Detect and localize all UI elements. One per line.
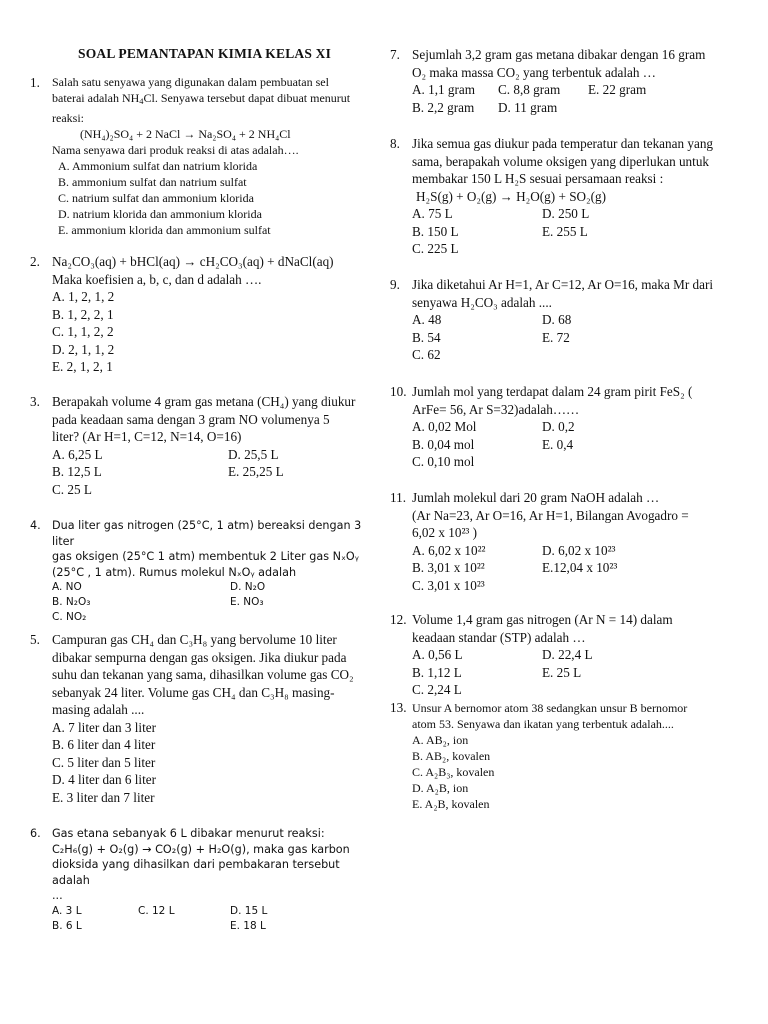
question-text: Unsur A bernomor atom 38 sedangkan unsur B bernomor <box>412 701 688 715</box>
option-e[interactable]: E. ammonium klorida dan ammonium sulfat <box>58 223 271 237</box>
question-number: 6. <box>30 827 41 840</box>
option-e[interactable]: E. NO₃ <box>230 596 264 608</box>
question-text: liter? (Ar H=1, C=12, N=14, O=16) <box>52 429 242 444</box>
option-b[interactable]: B. 54 <box>412 329 441 345</box>
option-c[interactable]: C. 2,24 L <box>412 682 462 697</box>
option-d[interactable]: D. 68 <box>542 312 572 327</box>
question-text: Jumlah mol yang terdapat dalam 24 gram pirit FeS₂ ( <box>412 384 693 399</box>
question-text: Jumlah molekul dari 20 gram NaOH adalah … <box>412 490 660 505</box>
option-b[interactable]: B. 1,12 L <box>412 664 462 680</box>
option-b[interactable]: B. AB₂, kovalen <box>412 749 491 763</box>
option-c[interactable]: C. 8,8 gram <box>498 82 561 97</box>
option-e[interactable]: E. 22 gram <box>588 82 647 97</box>
question-number: 2. <box>30 254 40 269</box>
option-b[interactable]: B. 150 L <box>412 223 459 239</box>
option-a[interactable]: A. 3 L <box>52 904 82 917</box>
question-number: 4. <box>30 519 41 532</box>
option-c[interactable]: C. 62 <box>412 347 441 362</box>
option-e[interactable]: E. A₂B, kovalen <box>412 797 490 811</box>
option-a[interactable]: A. NO <box>52 581 82 593</box>
question-text: Sejumlah 3,2 gram gas metana dibakar dengan 16 gram <box>412 47 706 62</box>
question-number: 10. <box>390 384 407 399</box>
question-number: 13. <box>390 700 407 715</box>
question-number: 12. <box>390 612 407 627</box>
question-text: suhu dan tekanan yang sama, dihasilkan volume gas CO₂ <box>52 667 354 682</box>
question-text: sebanyak 24 liter. Volume gas CH₄ dan C₃H₈ masing- <box>52 684 335 700</box>
option-c[interactable]: C. natrium sulfat dan ammonium klorida <box>58 191 254 205</box>
option-a[interactable]: A. 1, 2, 1, 2 <box>52 289 115 304</box>
option-a[interactable]: A. 6,02 x 10²² <box>412 542 486 558</box>
question-text: Jika semua gas diukur pada temperatur dan tekanan yang <box>412 136 714 151</box>
option-e[interactable]: E. 3 liter dan 7 liter <box>52 789 155 805</box>
option-e[interactable]: E. 0,4 <box>542 436 574 452</box>
option-b[interactable]: B. 6 liter dan 4 liter <box>52 737 156 752</box>
reaction-equation: H₂S(g) + O₂(g) → H₂O(g) + SO₂(g) <box>416 188 607 204</box>
option-d[interactable]: D. 22,4 L <box>542 647 593 662</box>
option-b[interactable]: B. ammonium sulfat dan natrium sulfat <box>58 175 247 189</box>
option-c[interactable]: C. 225 L <box>412 241 459 256</box>
question-text: 6,02 x 10²³ ) <box>412 525 478 540</box>
question-text: Maka koefisien a, b, c, dan d adalah …. <box>52 271 262 287</box>
question-text: masing adalah .... <box>52 702 145 717</box>
option-d[interactable]: D. 0,2 <box>542 419 575 434</box>
option-d[interactable]: D. 2, 1, 1, 2 <box>52 341 115 357</box>
question-text: dibakar sempurna dengan gas oksigen. Jika diukur pada <box>52 649 347 665</box>
question-text: Berapakah volume 4 gram gas metana (CH₄) yang diukur <box>52 394 356 409</box>
option-c[interactable]: C. A₂B₃, kovalen <box>412 765 495 779</box>
question-text: Campuran gas CH₄ dan C₃H₈ yang bervolume 10 liter <box>52 632 337 647</box>
option-e[interactable]: E.12,04 x 10²³ <box>542 560 618 575</box>
option-e[interactable]: E. 25,25 L <box>228 464 284 479</box>
option-a[interactable]: A. 7 liter dan 3 liter <box>52 719 157 735</box>
question-text: Volume 1,4 gram gas nitrogen (Ar N = 14) dalam <box>412 612 673 627</box>
reaction-equation: C₂H₆(g) + O₂(g) → CO₂(g) + H₂O(g), maka gas karbon <box>52 842 350 856</box>
option-a[interactable]: A. AB₂, ion <box>412 733 469 747</box>
question-text: Jika diketahui Ar H=1, Ar C=12, Ar O=16, maka Mr dari <box>412 277 714 292</box>
question-number: 11. <box>390 490 406 505</box>
question-text: senyawa H₂CO₃ adalah .... <box>412 294 552 310</box>
option-c[interactable]: C. 0,10 mol <box>412 454 475 469</box>
question-text: ... <box>52 889 63 902</box>
option-e[interactable]: E. 2, 1, 2, 1 <box>52 359 113 374</box>
question-number: 1. <box>30 75 40 90</box>
option-e[interactable]: E. 72 <box>542 329 570 345</box>
option-d[interactable]: D. 25,5 L <box>228 446 279 462</box>
option-a[interactable]: A. 6,25 L <box>52 446 103 462</box>
option-a[interactable]: A. 1,1 gram <box>412 82 475 97</box>
question-text: reaksi: <box>52 111 84 125</box>
question-text: Nama senyawa dari produk reaksi di atas adalah…. <box>52 143 299 157</box>
option-e[interactable]: E. 18 L <box>230 919 266 932</box>
question-text: atom 53. Senyawa dan ikatan yang terbentuk adalah.... <box>412 717 674 731</box>
option-d[interactable]: D. A₂B, ion <box>412 781 469 795</box>
option-e[interactable]: E. 25 L <box>542 664 582 680</box>
option-b[interactable]: B. 0,04 mol <box>412 436 475 452</box>
question-number: 8. <box>390 136 400 151</box>
option-a[interactable]: A. 0,56 L <box>412 647 463 662</box>
question-text: O₂ maka massa CO₂ yang terbentuk adalah … <box>412 64 656 80</box>
question-text: baterai adalah $NH_4Cl$. Senyawa tersebut dapat dibuat menurut <box>52 91 351 106</box>
option-a[interactable]: A. 75 L <box>412 206 453 221</box>
question-number: 9. <box>390 277 400 292</box>
option-d[interactable]: D. 11 gram <box>498 99 558 115</box>
option-b[interactable]: B. 3,01 x 10²² <box>412 560 485 575</box>
question-text: Gas etana sebanyak 6 L dibakar menurut reaksi: <box>52 827 325 840</box>
option-c[interactable]: C. 25 L <box>52 481 92 497</box>
question-text: gas oksigen (25°C 1 atm) membentuk 2 Liter gas NₓOᵧ <box>52 550 359 563</box>
option-d[interactable]: D. 250 L <box>542 206 590 221</box>
option-b[interactable]: B. 1, 2, 2, 1 <box>52 306 114 322</box>
option-c[interactable]: C. 1, 1, 2, 2 <box>52 324 114 339</box>
option-b[interactable]: B. N₂O₃ <box>52 596 91 608</box>
page-title: SOAL PEMANTAPAN KIMIA KELAS XI <box>78 46 332 61</box>
reaction-equation: Na₂CO₃(aq) + bHCl(aq) → cH₂CO₃(aq) + dNaCl(aq) <box>52 254 334 269</box>
question-text: ArFe= 56, Ar S=32)adalah…… <box>412 401 580 417</box>
question-text: pada keadaan sama dengan 3 gram NO volumenya 5 <box>52 411 330 427</box>
question-text: (Ar Na=23, Ar O=16, Ar H=1, Bilangan Avogadro = <box>412 507 689 523</box>
question-text: Salah satu senyawa yang digunakan dalam pembuatan sel <box>52 75 329 89</box>
option-c[interactable]: C. 3,01 x 10²³ <box>412 577 485 593</box>
option-c[interactable]: C. 12 L <box>138 904 175 917</box>
option-a[interactable]: A. 48 <box>412 312 442 327</box>
option-d[interactable]: D. N₂O <box>230 581 266 593</box>
option-d[interactable]: D. 6,02 x 10²³ <box>542 542 616 558</box>
question-number: 5. <box>30 632 40 647</box>
question-text: keadaan standar (STP) adalah … <box>412 629 586 645</box>
reaction-equation: (NH₄)₂SO₄ + 2 NaCl → Na₂SO₄ + 2 NH₄Cl <box>80 127 291 141</box>
option-d[interactable]: D. 4 liter dan 6 liter <box>52 772 157 787</box>
question-number: 3. <box>30 394 40 409</box>
option-a[interactable]: A. 0,02 Mol <box>412 419 477 434</box>
option-a[interactable]: A. Ammonium sulfat dan natrium klorida <box>58 159 258 173</box>
option-d[interactable]: D. 15 L <box>230 904 268 917</box>
question-text: dioksida yang dihasilkan dari pembakaran tersebut adalah <box>52 858 340 887</box>
option-c[interactable]: C. 5 liter dan 5 liter <box>52 754 156 770</box>
option-c[interactable]: C. NO₂ <box>52 611 87 623</box>
option-b[interactable]: B. 12,5 L <box>52 464 102 479</box>
option-e[interactable]: E. 255 L <box>542 223 588 239</box>
question-text: membakar 150 L H₂S sesuai persamaan reaksi : <box>412 171 664 186</box>
question-number: 7. <box>390 47 400 62</box>
question-text: Dua liter gas nitrogen (25°C, 1 atm) bereaksi dengan 3 liter <box>52 519 362 548</box>
option-b[interactable]: B. 6 L <box>52 919 82 932</box>
question-text: sama, berapakah volume oksigen yang diperlukan untuk <box>412 153 710 169</box>
option-b[interactable]: B. 2,2 gram <box>412 99 475 115</box>
option-d[interactable]: D. natrium klorida dan ammonium klorida <box>58 207 262 221</box>
question-text: (25°C , 1 atm). Rumus molekul NₓOᵧ adalah <box>52 565 297 579</box>
